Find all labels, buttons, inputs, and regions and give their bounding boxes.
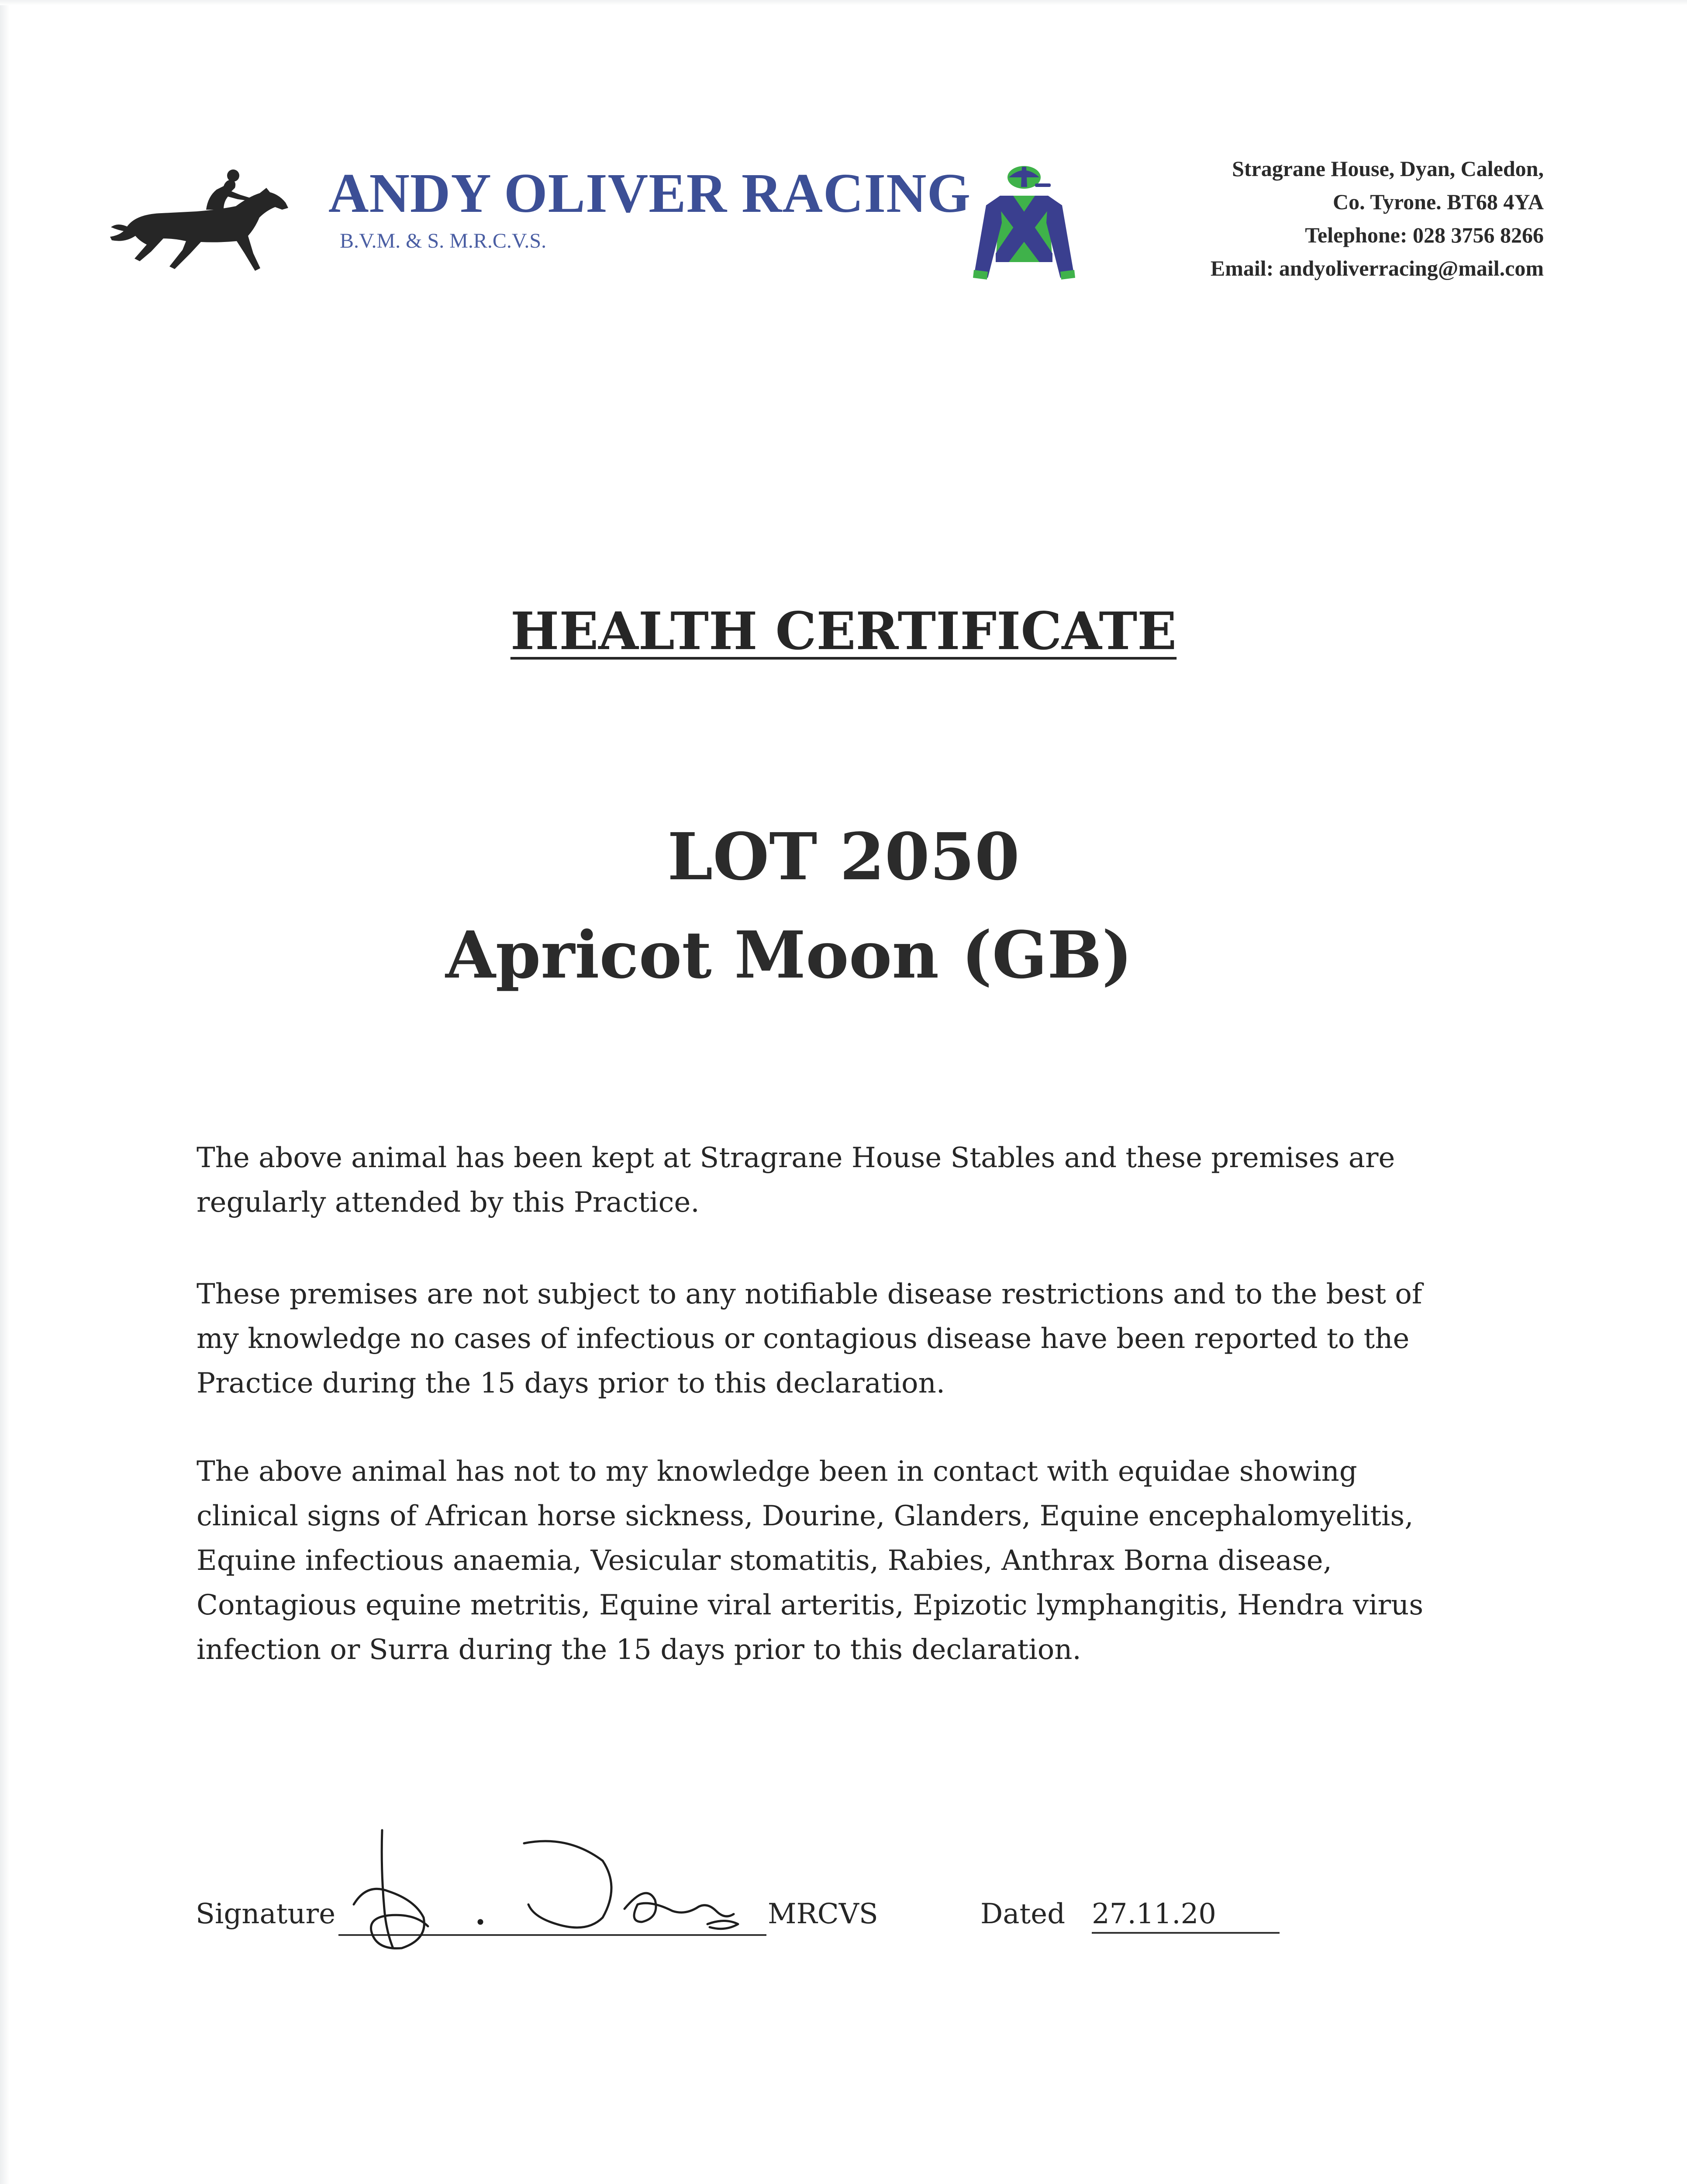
paragraph-restrictions [197, 1272, 1454, 1406]
paragraph-line: Equine infectious anaemia, Vesicular stomatitis, Rabies, Anthrax Borna disease, [197, 1545, 1332, 1577]
paragraph-premises [197, 1136, 1454, 1225]
dated-value: 27.11.20 [1092, 1898, 1280, 1934]
brand-name: ANDY OLIVER RACING [328, 162, 971, 224]
signature-suffix: MRCVS [768, 1898, 878, 1930]
paragraph-line: Practice during the 15 days prior to this declaration. [197, 1367, 945, 1400]
address-line: Stragrane House, Dyan, Caledon, [1232, 156, 1544, 181]
telephone-line: Telephone: 028 3756 8266 [1305, 223, 1544, 247]
handwritten-signature [341, 1817, 786, 1961]
racehorse-logo-icon [109, 166, 293, 275]
horse-name: Apricot Moon (GB) [445, 917, 1133, 993]
scan-top-shadow [0, 0, 1687, 5]
paragraph-diseases [197, 1449, 1454, 1672]
brand-qualifications: B.V.M. & S. M.R.C.V.S. [340, 229, 547, 252]
scan-edge-shadow [0, 0, 10, 2184]
paragraph-line: Contagious equine metritis, Equine viral arteritis, Epizotic lymphangitis, Hendra virus [197, 1589, 1424, 1621]
address-line: Co. Tyrone. BT68 4YA [1333, 190, 1544, 214]
dated-label: Dated [980, 1898, 1066, 1930]
paragraph-line: These premises are not subject to any notifiable disease restrictions and to the best of [197, 1278, 1422, 1310]
paragraph-line: clinical signs of African horse sickness, Dourine, Glanders, Equine encephalomyelitis, [197, 1500, 1414, 1532]
lot-number: LOT 2050 [667, 819, 1020, 895]
signature-label: Signature [196, 1898, 336, 1930]
racing-silks-icon [965, 162, 1083, 284]
certificate-title [0, 603, 1687, 660]
contact-address [1211, 152, 1544, 285]
paragraph-line: regularly attended by this Practice. [197, 1186, 700, 1219]
email-line: Email: andyoliverracing@mail.com [1210, 256, 1544, 280]
paragraph-line: The above animal has been kept at Stragrane House Stables and these premises are [197, 1142, 1395, 1174]
paragraph-line: The above animal has not to my knowledge been in contact with equidae showing [197, 1455, 1357, 1488]
paragraph-line: infection or Surra during the 15 days prior to this declaration. [197, 1634, 1081, 1666]
certificate-title-text: HEALTH CERTIFICATE [510, 601, 1177, 661]
paragraph-line: my knowledge no cases of infectious or contagious disease have been reported to the [197, 1323, 1410, 1355]
